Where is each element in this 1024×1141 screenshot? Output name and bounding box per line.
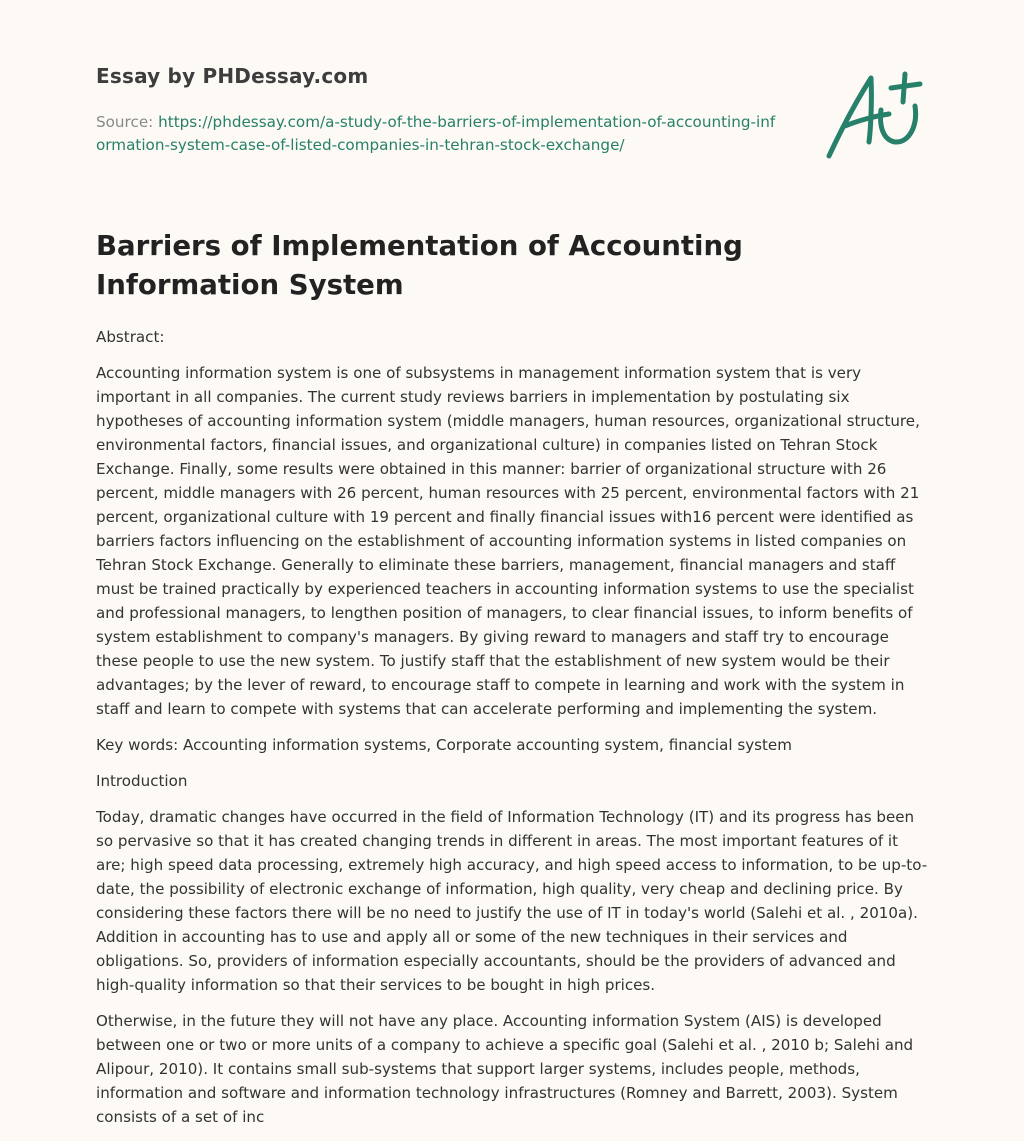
source-line (96, 111, 776, 157)
introduction-paragraph-2: Otherwise, in the future they will not have any place. Accounting information System (AIS) is developed between one or two or more units of a company to achieve a specific goal (Salehi et al. , 2010 b; Salehi and Alipour, 2010). It contains small sub-systems that support larger systems, includes people, methods, information and software and information technology infrastructures (Romney and Barrett, 2003). System consists of a set of inc (96, 1012, 914, 1126)
source-link[interactable]: https://phdessay.com/a-study-of-the-barriers-of-implementation-of-accounting-information-system-case-of-listed-companies-in-tehran-stock-exchange/ (96, 113, 776, 154)
essay-body (96, 325, 928, 1141)
keywords-line: Key words: Accounting information systems, Corporate accounting system, financial system (96, 736, 792, 754)
introduction-heading: Introduction (96, 772, 188, 790)
essay-title: Barriers of Implementation of Accounting Information System (96, 229, 743, 301)
source-label: Source: (96, 113, 154, 131)
abstract-heading: Abstract: (96, 328, 165, 346)
introduction-paragraph-1: Today, dramatic changes have occurred in the field of Information Technology (IT) and its progress has been so pervasive so that it has created changing trends in different in areas. The most important features of it are; high speed data processing, extremely high accuracy, and high speed access to information, to be up-to-date, the possibility of electronic exchange of information, high quality, very cheap and declining price. By considering these factors there will be no need to justify the use of IT in today's world (Salehi et al. , 2010a). Addition in accounting has to use and apply all or some of the new techniques in their services and obligations. So, providers of information especially accountants, should be the providers of advanced and high-quality information so that their services to be bought in high prices. (96, 808, 928, 994)
a-plus-logo-icon (823, 68, 925, 164)
abstract-paragraph: Accounting information system is one of subsystems in management information system that is very important in all companies. The current study reviews barriers in implementation by postulating six hypotheses of accounting information system (middle managers, human resources, organizational structure, environmental factors, financial issues, and organizational culture) in companies listed on Tehran Stock Exchange. Finally, some results were obtained in this manner: barrier of organizational structure with 26 percent, middle managers with 26 percent, human resources with 25 percent, environmental factors with 21 percent, organizational culture with 19 percent and finally financial issues with16 percent were identified as barriers factors influencing on the establishment of accounting information systems in listed companies on Tehran Stock Exchange. Generally to eliminate these barriers, management, financial managers and staff must be trained practically by experienced teachers in accounting information systems to use the specialist and professional managers, to lengthen position of managers, to clear financial issues, to inform benefits of system establishment to company's managers. By giving reward to managers and staff try to encourage these people to use the new system. To justify staff that the establishment of new system would be their advantages; by the lever of reward, to encourage staff to compete in learning and work with the system in staff and learn to compete with systems that can accelerate performing and implementing the system. (96, 364, 920, 718)
site-name: Essay by PHDessay.com (96, 64, 369, 88)
